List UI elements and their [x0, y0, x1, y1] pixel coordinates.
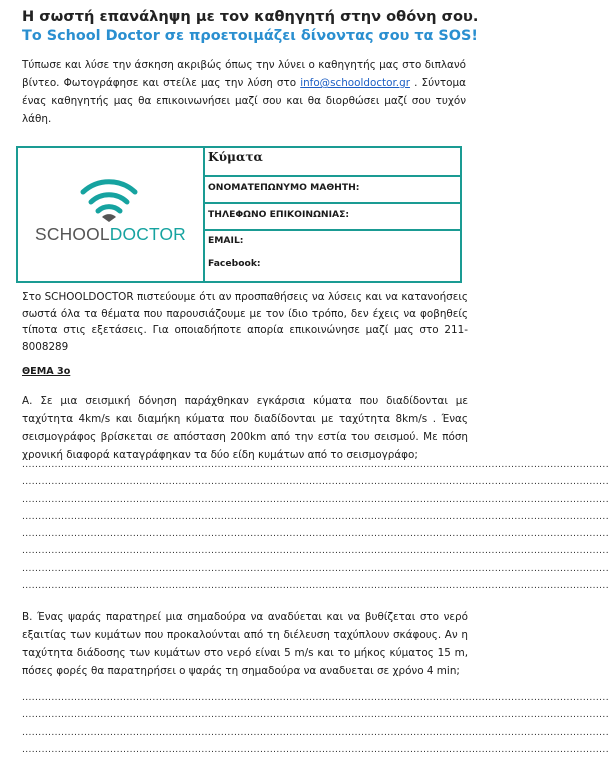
- logo-doctor-text: DOCTOR: [109, 224, 186, 244]
- answer-line[interactable]: ....................................................................................................................................................................................: [22, 477, 609, 488]
- facebook-label: Facebook:: [208, 258, 261, 269]
- answer-line[interactable]: ....................................................................................................................................................................................: [22, 511, 609, 522]
- logo-wordmark: [18, 224, 203, 245]
- email-label: EMAIL:: [208, 235, 244, 246]
- wifi-logo-icon: [79, 178, 139, 222]
- question-a: Α. Σε μια σεισμική δόνηση παράχθηκαν εγκάρσια κύματα που διαδίδονται με ταχύτητα 4km/s και διαμήκη κύματα που διαδίδονται με ταχύτητα 8km/s . Ένας σεισμογράφος βρίσκεται σε απόσταση 200km από την εστία του σεισμού. Με πόση χρονική διαφορά καταγράφηκαν τα δύο είδη κυμάτων από το σεισμογράφο;: [22, 395, 468, 461]
- answer-line[interactable]: ....................................................................................................................................................................................: [22, 693, 609, 703]
- answer-line[interactable]: ....................................................................................................................................................................................: [22, 529, 609, 540]
- intro-text-start: Τύπωσε και λύσε την άσκηση ακριβώς όπως την λύνει ο καθηγητής μας στο διπλανό βίντεο. Φωτογράφησε και στείλε μας την λύση στο: [22, 59, 466, 89]
- contact-field[interactable]: [204, 231, 460, 281]
- subject-row: [204, 148, 460, 177]
- subject-label: Κύματα: [208, 150, 263, 164]
- answer-line[interactable]: ....................................................................................................................................................................................: [22, 744, 609, 755]
- section-title: ΘΕΜΑ 3ο: [22, 366, 71, 377]
- answer-line[interactable]: ....................................................................................................................................................................................: [22, 727, 609, 738]
- phone-field[interactable]: [204, 204, 460, 231]
- answer-line[interactable]: ....................................................................................................................................................................................: [22, 546, 609, 557]
- logo-cell: [18, 148, 205, 281]
- question-b: Β. Ένας ψαράς παρατηρεί μια σημαδούρα να αναδύεται και να βυθίζεται στο νερό εξαιτίας των κυμάτων που προκαλούνται από τη διέλευση ταχύπλουν σκάφους. Αν η ταχύτητα διάδοσης των κυμάτων στο νερό είναι 5 m/s και το μήκος κύματος 15 m, πόσες φορές θα παρατηρήσει ο ψαράς τη σημαδούρα να αναδυεται σε χρόνο 4 min;: [22, 611, 468, 677]
- intro-text-end: . Σύντομα ένας καθηγητής μας θα επικοινωνήσει μαζί σου και θα διορθώσει μαζί σου τυχόν λάθη.: [22, 77, 466, 125]
- phone-label: ΤΗΛΕΦΩΝΟ ΕΠΙΚΟΙΝΩΝΙΑΣ:: [208, 209, 350, 220]
- answer-line[interactable]: ....................................................................................................................................................................................: [22, 563, 609, 574]
- student-info-form: [16, 146, 462, 283]
- intro-paragraph: [22, 56, 466, 128]
- page-subtitle: Το School Doctor σε προετοιμάζει δίνοντας σου τα SOS!: [22, 28, 478, 44]
- answer-area-b[interactable]: [22, 690, 609, 759]
- answer-line[interactable]: ....................................................................................................................................................................................: [22, 710, 609, 721]
- answer-area-a[interactable]: [22, 457, 609, 595]
- page-title: Η σωστή επανάληψη με τον καθηγητή στην οθόνη σου.: [22, 8, 479, 25]
- student-name-field[interactable]: [204, 177, 460, 204]
- answer-line[interactable]: ....................................................................................................................................................................................: [22, 460, 609, 470]
- promo-paragraph: Στο SCHOOLDOCTOR πιστεύουμε ότι αν προσπαθήσεις να λύσεις και να κατανοήσεις σωστά όλα τα θέματα που παρουσιάζουμε με τον ίδιο τρόπο, δεν έχεις να φοβηθείς τίποτα στις εξετάσεις. Για οποιαδήποτε απορία επικοινώνησε μαζί μας στο 211-8008289: [22, 291, 468, 353]
- email-link[interactable]: info@schooldoctor.gr: [300, 77, 410, 89]
- answer-line[interactable]: ....................................................................................................................................................................................: [22, 581, 609, 592]
- student-name-label: ΟΝΟΜΑΤΕΠΩΝΥΜΟ ΜΑΘΗΤΗ:: [208, 182, 360, 193]
- logo-school-text: SCHOOL: [35, 224, 110, 244]
- answer-line[interactable]: ....................................................................................................................................................................................: [22, 494, 609, 505]
